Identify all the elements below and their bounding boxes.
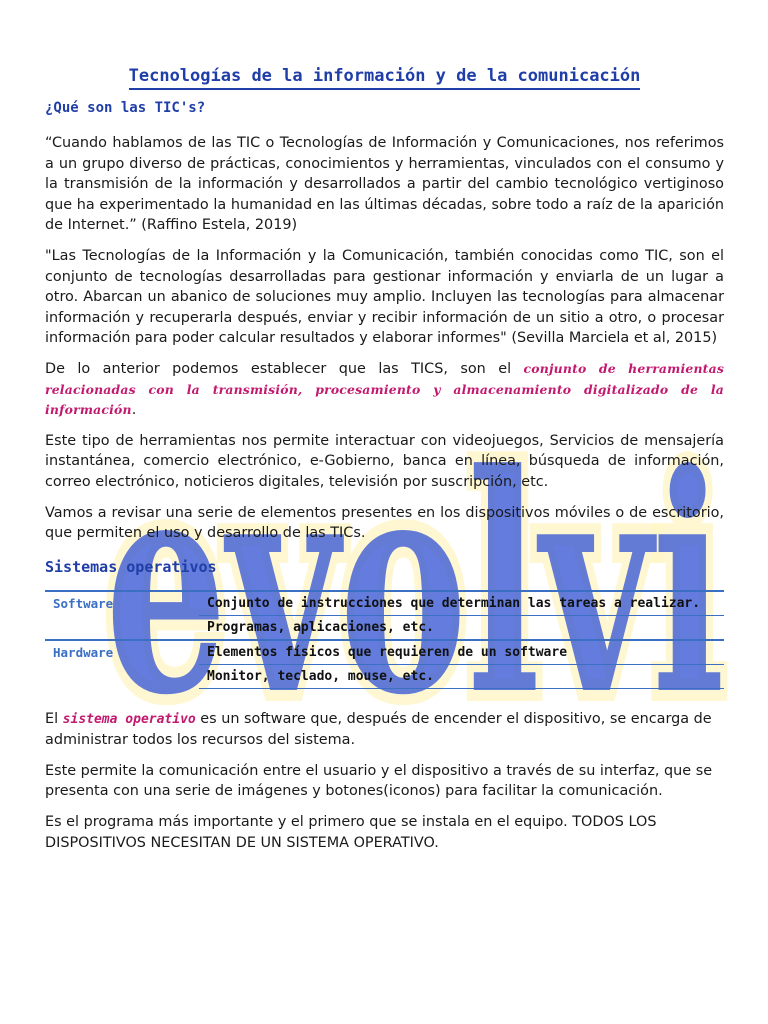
- table-cell: Elementos físicos que requieren de un software: [199, 640, 724, 665]
- tics-paragraph-3: [45, 359, 724, 421]
- tics-heading: ¿Qué son las TIC's?: [45, 100, 206, 116]
- os-paragraph-1-suffix: es un software que, después de encender el dispositivo, se encarga de administrar todos los recursos del sistema.: [45, 710, 712, 749]
- tics-paragraph-2: "Las Tecnologías de la Información y la Comunicación, también conocidas como TIC, son el conjunto de tecnologías desarrolladas para gestionar información y enviarla de un lugar a otro. Abarcan un abanico de soluciones muy amplio. Incluyen las tecnologías para almacenar información y recuperarla después, enviar y recibir información de un sitio a otro, o procesar información para poder calcular resultados y elaborar informes" (Sevilla Marciela et al, 2015): [45, 247, 724, 347]
- table-row: [45, 640, 724, 665]
- os-paragraph-1-prefix: El: [45, 710, 63, 727]
- os-paragraph-1: [45, 709, 724, 751]
- tics-paragraph-4: Este tipo de herramientas nos permite interactuar con videojuegos, Servicios de mensajería instantánea, comercio electrónico, e-Gobierno, banca en línea, búsqueda de información, correo electrónico, noticieros digitales, televisión por suscripción, etc.: [45, 432, 724, 490]
- tics-paragraph-1: “Cuando hablamos de las TIC o Tecnologías de Información y Comunicaciones, nos referimos a un grupo diverso de prácticas, conocimientos y herramientas, vinculados con el consumo y la transmisión de la información y desarrollados a partir del cambio tecnológico vertiginoso que ha experimentado la humanidad en las últimas décadas, sobre todo a raíz de la aparición de Internet.” (Raffino Estela, 2019): [45, 135, 724, 234]
- table-row: [45, 591, 724, 616]
- os-heading: Sistemas operativos: [45, 557, 217, 576]
- tics-paragraph-3-suffix: .: [131, 402, 137, 419]
- tics-paragraph-3-prefix: De lo anterior podemos establecer que las TICS, son el: [45, 360, 524, 377]
- tics-paragraph-5: Vamos a revisar una serie de elementos presentes en los dispositivos móviles o de escritorio, que permiten el uso y desarrollo de las TICs.: [45, 504, 724, 542]
- table-cell: Conjunto de instrucciones que determinan las tareas a realizar.: [199, 591, 724, 616]
- os-paragraph-2: Este permite la comunicación entre el usuario y el dispositivo a través de su interfaz, que se presenta con una serie de imágenes y botones(iconos) para facilitar la comunicación.: [45, 762, 713, 800]
- os-table: [45, 590, 724, 689]
- page-title-text: Tecnologías de la información y de la comunicación: [129, 66, 641, 90]
- os-paragraph-3: Es el programa más importante y el primero que se instala en el equipo. TODOS LOS DISPOSITIVOS NECESITAN DE UN SISTEMA OPERATIVO.: [45, 814, 657, 851]
- watermark-text: evolvi: [105, 408, 725, 755]
- page-title: [45, 0, 724, 86]
- table-cell: Programas, aplicaciones, etc.: [199, 615, 724, 640]
- table-cell: Monitor, teclado, mouse, etc.: [199, 664, 724, 688]
- tics-definition-highlight: conjunto de herramientas relacionadas con la transmisión, procesamiento y almacenamiento digitalizado de la información: [45, 360, 724, 418]
- os-term-highlight: sistema operativo: [62, 711, 196, 727]
- table-category-software: Software: [45, 591, 199, 640]
- table-category-hardware: Hardware: [45, 640, 199, 689]
